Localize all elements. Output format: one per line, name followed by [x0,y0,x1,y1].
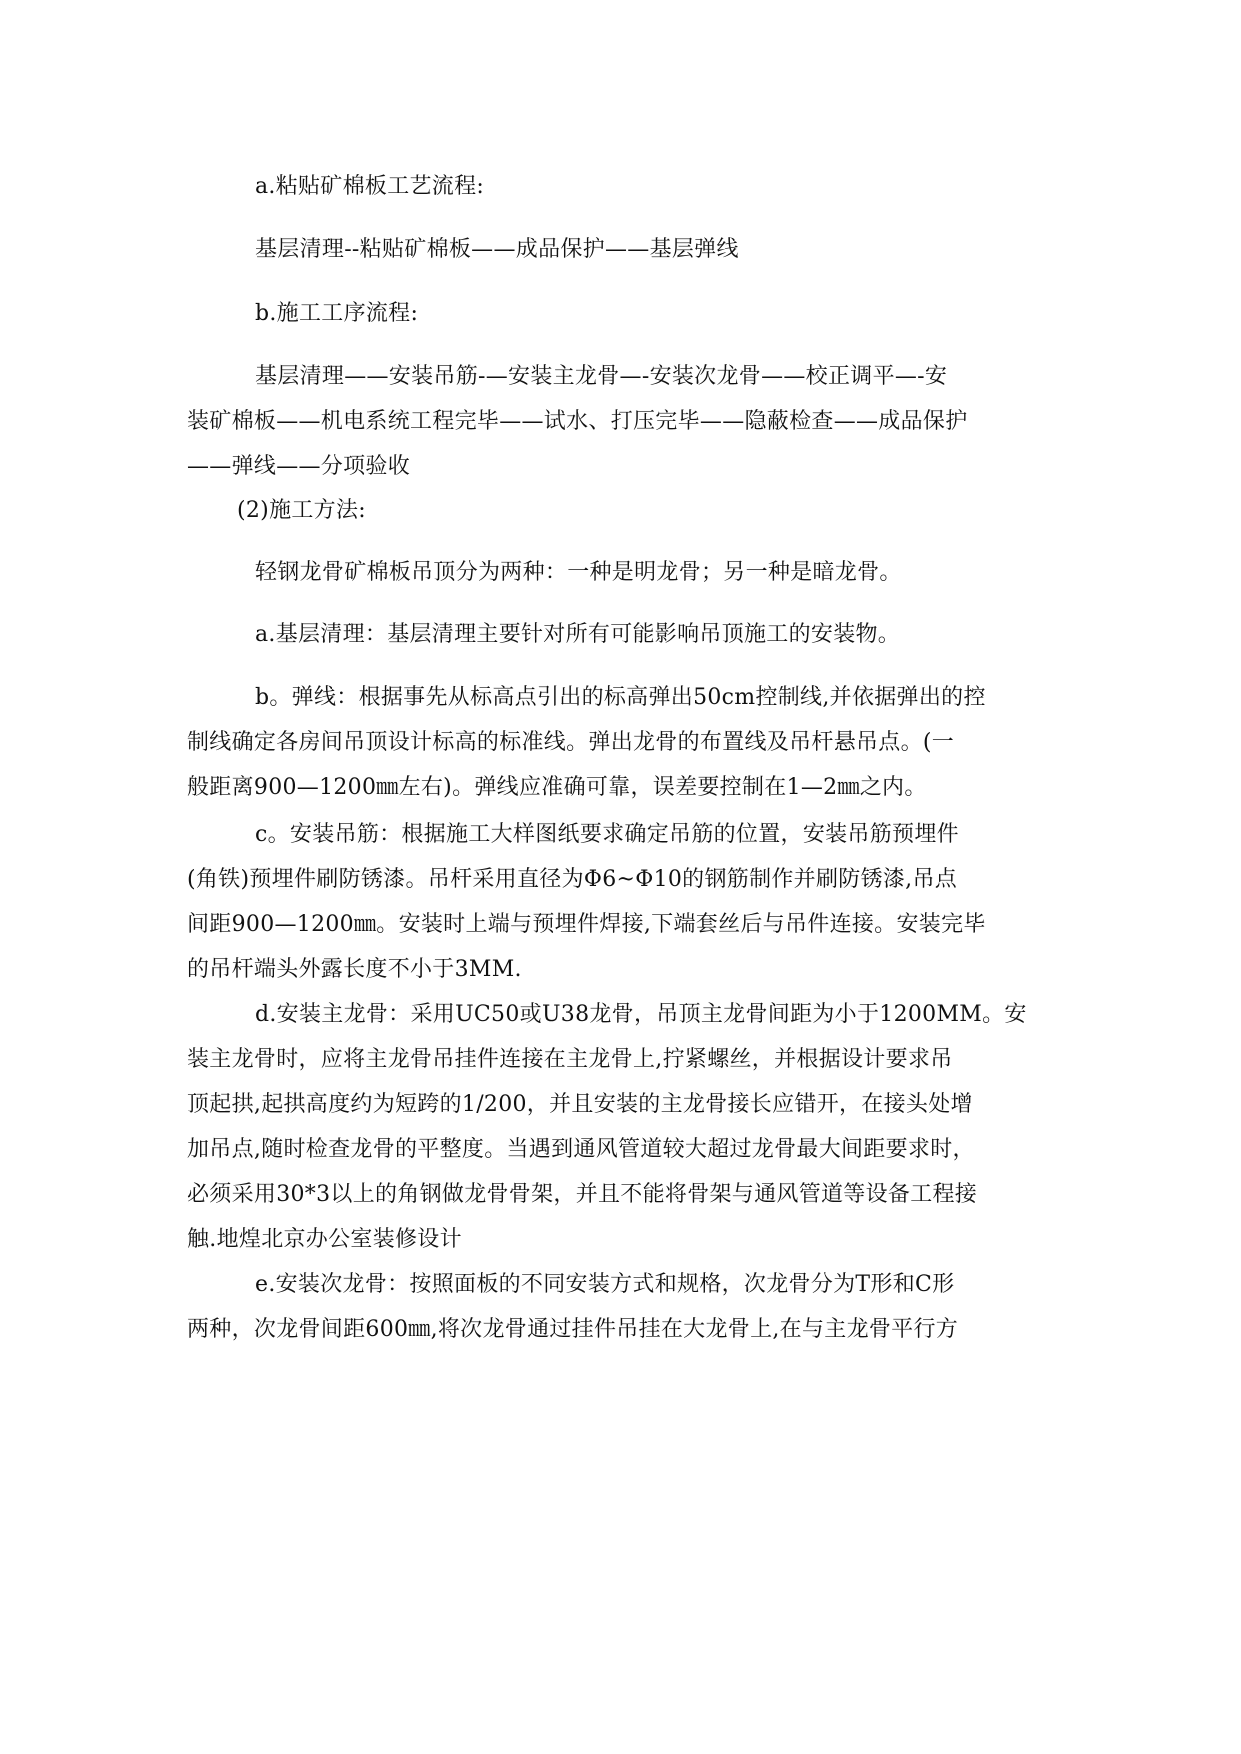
text-line: 轻钢龙骨矿棉板吊顶分为两种：一种是明龙骨；另一种是暗龙骨。 [255,560,902,585]
text-line: 般距离900—1200㎜左右)。弹线应准确可靠，误差要控制在1—2㎜之内。 [187,775,927,800]
paragraph-5 [187,488,1053,533]
text-line: d.安装主龙骨：采用UC50或U38龙骨，吊顶主龙骨间距为小于1200MM。安 [255,1002,1027,1027]
text-line: (角铁)预埋件刷防锈漆。吊杆采用直径为Φ6~Φ10的钢筋制作并刷防锈漆,吊点 [187,867,958,892]
text-line: 顶起拱,起拱高度约为短跨的1/200，并且安装的主龙骨接长应错开，在接头处增 [187,1092,973,1117]
text-line: 装矿棉板——机电系统工程完毕——试水、打压完毕——隐蔽检查——成品保护 [187,409,968,434]
paragraph-7 [187,612,1053,657]
text-line: 触.地煌北京办公室装修设计 [187,1227,462,1252]
paragraph-3 [187,291,1053,336]
paragraph-1 [187,164,1053,209]
text-line: c。安装吊筋：根据施工大样图纸要求确定吊筋的位置，安装吊筋预埋件 [255,822,959,847]
text-line: 装主龙骨时，应将主龙骨吊挂件连接在主龙骨上,拧紧螺丝，并根据设计要求吊 [187,1047,953,1072]
text-line: 的吊杆端头外露长度不小于3MM. [187,957,522,982]
text-line: ——弹线——分项验收 [187,454,411,479]
text-line: e.安装次龙骨：按照面板的不同安装方式和规格，次龙骨分为T形和C形 [255,1272,955,1297]
paragraph-9 [187,812,1053,992]
paragraph-8 [187,675,1053,810]
text-line: b.施工工序流程: [255,301,419,326]
text-line: 两种，次龙骨间距600㎜,将次龙骨通过挂件吊挂在大龙骨上,在与主龙骨平行方 [187,1317,959,1342]
paragraph-2 [187,227,1053,272]
paragraph-4 [187,354,1053,489]
text-line: a.粘贴矿棉板工艺流程: [255,174,485,199]
paragraph-10 [187,992,1053,1262]
text-line: 间距900—1200㎜。安装时上端与预埋件焊接,下端套丝后与吊件连接。安装完毕 [187,912,986,937]
text-line: (2)施工方法: [237,498,366,523]
paragraph-11 [187,1262,1053,1352]
text-line: 制线确定各房间吊顶设计标高的标准线。弹出龙骨的布置线及吊杆悬吊点。(一 [187,730,955,755]
paragraph-6 [187,550,1053,595]
text-line: 必须采用30*3以上的角钢做龙骨骨架，并且不能将骨架与通风管道等设备工程接 [187,1182,978,1207]
text-line: b。弹线：根据事先从标高点引出的标高弹出50cm控制线,并依据弹出的控 [255,685,986,710]
text-line: 加吊点,随时检查龙骨的平整度。当遇到通风管道较大超过龙骨最大间距要求时， [187,1137,975,1162]
text-line: a.基层清理：基层清理主要针对所有可能影响吊顶施工的安装物。 [255,622,901,647]
text-line: 基层清理--粘贴矿棉板——成品保护——基层弹线 [255,237,739,262]
text-line: 基层清理——安装吊筋-—安装主龙骨—-安装次龙骨——校正调平—-安 [255,364,948,389]
